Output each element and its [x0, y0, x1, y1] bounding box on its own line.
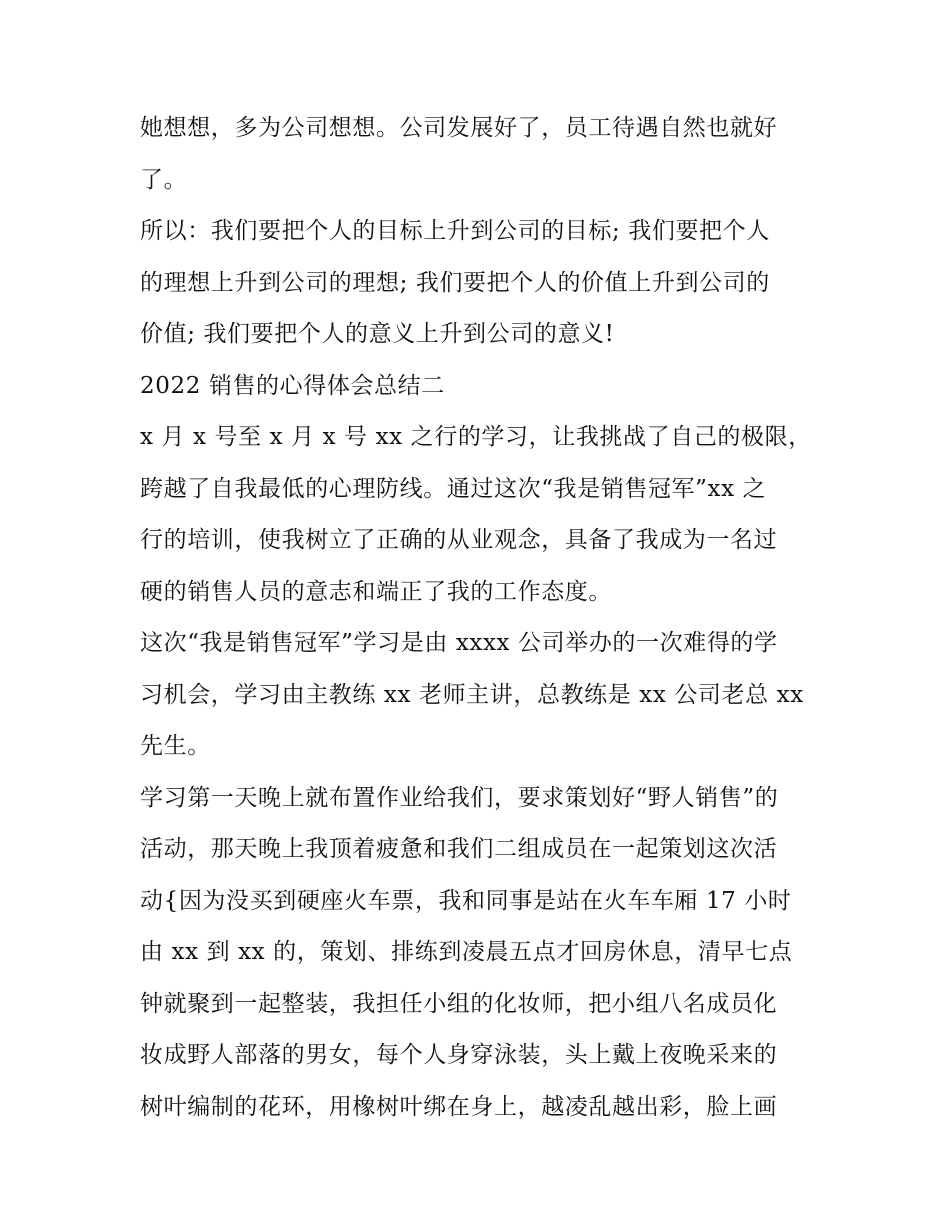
text-line: 跨越了自我最低的心理防线。通过这次“我是销售冠军”xx 之: [140, 475, 767, 502]
text-line: 动{因为没买到硬座火车票，我和同事是站在火车车厢 17 小时: [140, 887, 792, 914]
text-line: 所以：我们要把个人的目标上升到公司的目标; 我们要把个人: [140, 218, 770, 244]
text-line: 硬的销售人员的意志和端正了我的工作态度。: [140, 578, 612, 605]
text-line: 的理想上升到公司的理想; 我们要把个人的价值上升到公司的: [140, 269, 770, 296]
document-body: [140, 103, 820, 1133]
text-line: 先生。: [140, 733, 211, 759]
text-line: 活动，那天晚上我顶着疲惫和我们二组成员在一起策划这次活: [140, 836, 778, 862]
text-line: 了。: [140, 166, 188, 193]
text-line: 树叶编制的花环，用橡树叶绑在身上，越凌乱越出彩，脸上画: [140, 1093, 778, 1120]
text-line: 学习第一天晚上就布置作业给我们，要求策划好“野人销售”的: [140, 784, 779, 811]
text-line: x 月 x 号至 x 月 x 号 xx 之行的学习，让我挑战了自己的极限，: [140, 424, 812, 450]
text-line: 钟就聚到一起整装，我担任小组的化妆师，把小组八名成员化: [140, 990, 778, 1017]
text-line: 妆成野人部落的男女，每个人身穿泳装，头上戴上夜晚采来的: [140, 1042, 778, 1068]
text-line: 价值; 我们要把个人的意义上升到公司的意义!: [140, 321, 615, 347]
text-line: 这次“我是销售冠军”学习是由 xxxx 公司举办的一次难得的学: [140, 630, 778, 656]
text-line: 由 xx 到 xx 的，策划、排练到凌晨五点才回房休息，清早七点: [140, 939, 793, 965]
section-heading: 2022 销售的心得体会总结二: [140, 372, 445, 399]
text-line: 习机会，学习由主教练 xx 老师主讲，总教练是 xx 公司老总 xx: [140, 681, 804, 708]
text-line: 她想想，多为公司想想。公司发展好了，员工待遇自然也就好: [140, 115, 778, 141]
text-line: 行的培训，使我树立了正确的从业观念，具备了我成为一名过: [140, 527, 778, 553]
